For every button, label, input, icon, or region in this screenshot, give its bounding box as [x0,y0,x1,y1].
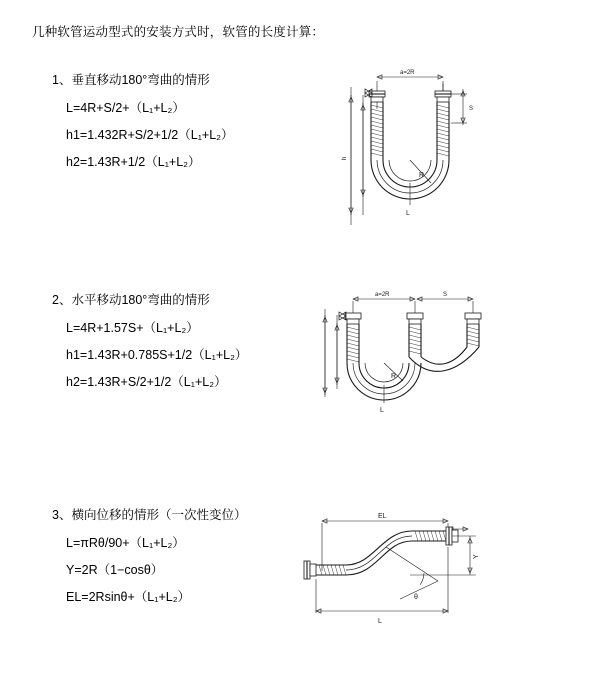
lateral-offset-diagram [290,503,490,633]
section-3-title: 3、横向位移的情形（一次性变位） [52,508,247,522]
section-2-formula-1: L=4R+1.57S+（L₁+L₂） [66,321,199,335]
svg-text:EL: EL [378,513,387,520]
svg-text:a=2R: a=2R [400,70,415,76]
section-2-formula-3: h2=1.43R+S/2+1/2（L₁+L₂） [66,375,227,389]
svg-text:R: R [391,373,397,380]
svg-text:L: L [380,407,384,414]
svg-text:h: h [342,156,348,160]
section-1-text [52,70,302,179]
section-1-formula-1: L=4R+S/2+（L₁+L₂） [66,101,185,115]
section-3-formula-1: L=πRθ/90+（L₁+L₂） [66,536,185,550]
section-1-formula-2: h1=1.432R+S/2+1/2（L₁+L₂） [66,128,234,142]
svg-text:a=2R: a=2R [375,292,390,298]
section-3-formula-3: EL=2Rsinθ+（L₁+L₂） [66,590,191,604]
horizontal-180-bend-diagram [305,285,500,425]
svg-text:L: L [406,210,410,217]
vertical-180-bend-diagram [305,65,490,255]
svg-text:R: R [419,172,425,179]
svg-text:θ: θ [414,594,418,601]
section-2-text [52,290,302,399]
section-3-formula-2: Y=2R（1−cosθ） [66,563,164,577]
section-1-formula-3: h2=1.43R+1/2（L₁+L₂） [66,155,201,169]
intro-text: 几种软管运动型式的安装方式时，软管的长度计算： [32,25,325,39]
svg-text:L: L [378,618,382,625]
svg-text:S: S [443,292,448,298]
svg-text:S: S [469,106,474,112]
section-1-title: 1、垂直移动180°弯曲的情形 [52,73,210,87]
svg-text:Y: Y [473,554,480,559]
section-3-text [52,505,302,614]
section-2-title: 2、水平移动180°弯曲的情形 [52,293,210,307]
section-2-formula-2: h1=1.43R+0.785S+1/2（L₁+L₂） [66,348,248,362]
